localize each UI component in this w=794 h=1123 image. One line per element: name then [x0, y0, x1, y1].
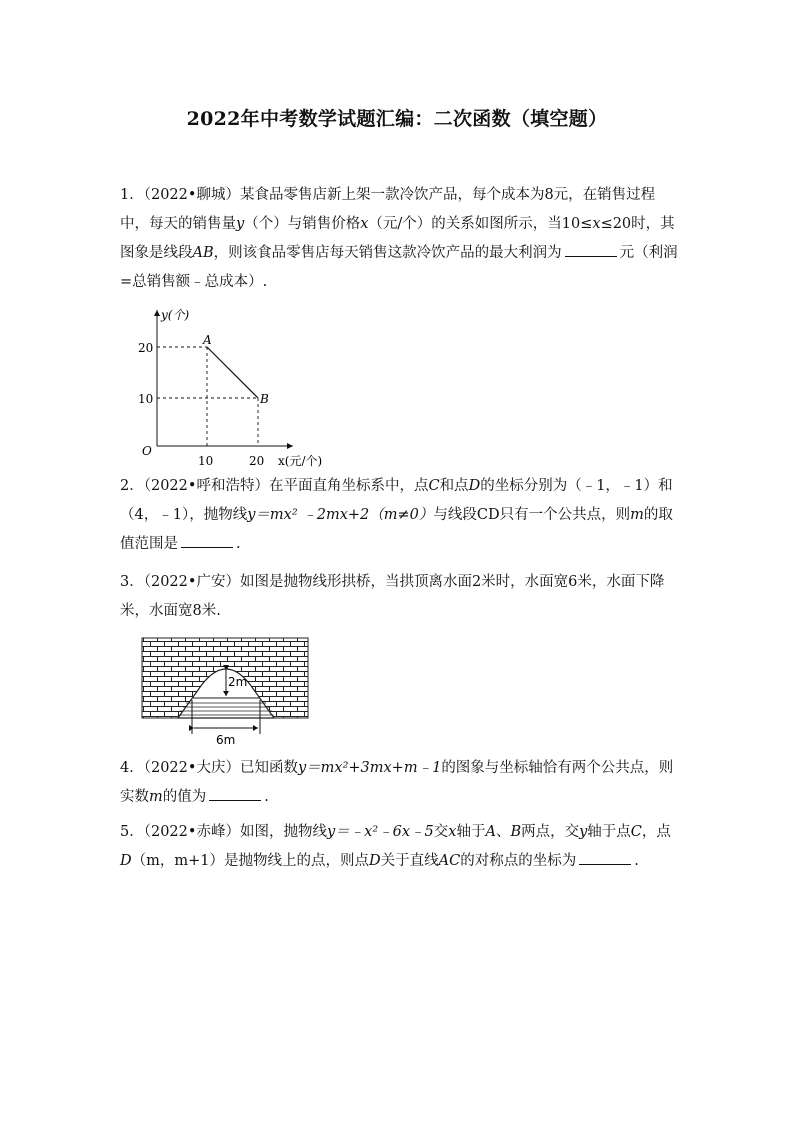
q1-text-f: 元（利润=总销售额﹣总成本）. — [120, 245, 678, 290]
q2-text-d: 与线段 — [433, 507, 477, 523]
question-5 — [120, 818, 680, 876]
q4-text-a: 已知函数 — [239, 760, 298, 776]
q2-text-c: 的坐标分别为（﹣1，﹣1）和（4，﹣1），抛物线 — [120, 478, 673, 523]
q1-answer-blank[interactable] — [565, 241, 617, 257]
q5-point-c: C — [630, 824, 642, 840]
q2-point-c: C — [428, 478, 440, 494]
q4-text-c: 的值为 — [162, 789, 207, 805]
q5-source: （2022•赤峰） — [143, 824, 240, 840]
q2-text-e: 只有一个公共点，则 — [499, 507, 631, 523]
q5-text-b: 交 — [433, 824, 449, 840]
q1-point-b: B — [260, 392, 269, 406]
q1-text-e: ，则该食品零售店每天销售这款冷饮产品的最大利润为 — [213, 245, 562, 261]
q1-y-tick-20: 20 — [138, 341, 154, 355]
q1-text-c: （元/个）的关系如图所示，当10≤ — [368, 216, 593, 232]
question-4 — [120, 754, 680, 812]
q2-var-m: m — [630, 507, 644, 523]
q4-source: （2022•大庆） — [143, 760, 240, 776]
q5-var-y: y — [579, 824, 588, 840]
q4-text-d: . — [264, 789, 269, 805]
q2-source: （2022•呼和浩特） — [143, 478, 269, 494]
q2-text-b: 和点 — [439, 478, 469, 494]
q5-point-b: B — [510, 824, 522, 840]
q1-y-tick-10: 10 — [138, 392, 154, 406]
q5-formula: y＝﹣x²﹣6x﹣5 — [326, 824, 434, 840]
q5-text-j: 的对称点的坐标为 — [460, 853, 577, 869]
q2-point-d: D — [468, 478, 481, 494]
q3-source: （2022•广安） — [143, 574, 240, 590]
question-1 — [120, 181, 680, 297]
q1-segment-ab — [207, 347, 258, 398]
q2-text-f: 的取值范围是 — [120, 507, 673, 552]
q5-text-g: ，点 — [641, 824, 671, 840]
q3-width-label: 6m — [216, 733, 236, 747]
q1-y-axis-label: y(个) — [161, 308, 190, 322]
q2-formula: y＝mx² ﹣2mx+2（m≠0） — [247, 507, 434, 523]
question-2 — [120, 472, 680, 559]
q5-answer-blank[interactable] — [579, 849, 631, 865]
q5-point-d: D — [120, 853, 132, 869]
q2-segment: CD — [476, 507, 500, 523]
q3-bridge-figure — [140, 636, 310, 748]
q5-point-a: A — [485, 824, 496, 840]
q5-text-d: 、 — [495, 824, 511, 840]
q1-graph — [135, 306, 335, 471]
q1-text-b: （个）与销售价格 — [244, 216, 361, 232]
q4-text-b: 的图象与坐标轴恰有两个公共点，则实数 — [120, 760, 674, 805]
q4-var-m: m — [149, 789, 163, 805]
q5-text-c: 轴于 — [456, 824, 486, 840]
q4-formula: y＝mx²+3mx+m﹣1 — [297, 760, 442, 776]
q5-point-d2: D — [369, 853, 381, 869]
q1-text-d: ≤20时，其图象是线段 — [120, 216, 675, 261]
q1-x-tick-20: 20 — [249, 454, 265, 468]
q1-var-y: y — [236, 216, 245, 232]
q2-text-a: 在平面直角坐标系中，点 — [268, 478, 429, 494]
q5-text-i: 关于直线 — [380, 853, 439, 869]
q1-origin: O — [142, 444, 152, 458]
q5-line-ac: AC — [438, 853, 461, 869]
q5-number: 5． — [120, 824, 144, 840]
q1-number: 1． — [120, 187, 144, 203]
q4-answer-blank[interactable] — [209, 785, 261, 801]
q3-number: 3． — [120, 574, 144, 590]
q2-answer-blank[interactable] — [181, 532, 233, 548]
q3-text-a: 如图是抛物线形拱桥，当拱顶离水面2米时，水面宽6米，水面下降 — [239, 574, 665, 590]
q1-text-a: 某食品零售店新上架一款冷饮产品，每个成本为8元，在销售过程中，每天的销售量 — [120, 187, 656, 232]
q5-text-a: 如图，抛物线 — [239, 824, 327, 840]
q4-number: 4． — [120, 760, 144, 776]
q5-text-e: 两点，交 — [521, 824, 580, 840]
q1-point-a: A — [203, 333, 212, 347]
q1-var-x: x — [360, 216, 369, 232]
q1-x-axis-label: x(元/个) — [278, 454, 323, 468]
q2-number: 2． — [120, 478, 144, 494]
q5-text-h: （m，m+1）是抛物线上的点，则点 — [131, 853, 370, 869]
q3-text-b: 米，水面宽8米. — [120, 603, 221, 619]
question-3 — [120, 568, 680, 626]
q1-var-x2: x — [592, 216, 601, 232]
q5-text-k: . — [634, 853, 639, 869]
q2-text-g: . — [236, 536, 241, 552]
q1-segment: AB — [192, 245, 214, 261]
q5-var-x: x — [448, 824, 457, 840]
q1-x-tick-10: 10 — [198, 454, 214, 468]
q1-source: （2022•聊城） — [143, 187, 240, 203]
q3-height-label: 2m — [228, 675, 248, 689]
page-title: 2022年中考数学试题汇编：二次函数（填空题） — [186, 108, 608, 130]
q5-text-f: 轴于点 — [587, 824, 631, 840]
